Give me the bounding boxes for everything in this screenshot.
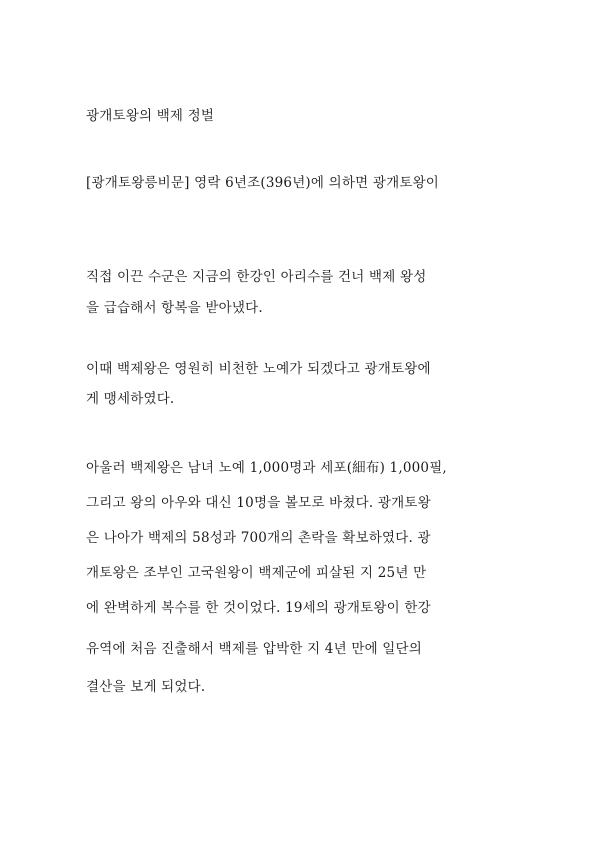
paragraph-3-line-2: 그리고 왕의 아우와 대신 10명을 볼모로 바쳤다. 광개토왕 <box>86 495 431 511</box>
paragraph-3-line-6: 유역에 처음 진출해서 백제를 압박한 지 4년 만에 일단의 <box>86 641 423 657</box>
paragraph-2-line-1: 이때 백제왕은 영원히 비천한 노예가 되겠다고 광개토왕에 <box>86 361 431 377</box>
paragraph-3-line-3: 은 나아가 백제의 58성과 700개의 촌락을 확보하였다. 광 <box>86 530 431 546</box>
paragraph-1-line-2: 을 급습해서 항복을 받아냈다. <box>86 300 263 316</box>
citation-line: [광개토왕릉비문] 영락 6년조(396년)에 의하면 광개토왕이 <box>86 175 440 191</box>
paragraph-3-line-1: 아울러 백제왕은 남녀 노예 1,000명과 세포(細布) 1,000필, <box>86 460 447 476</box>
paragraph-3-line-4: 개토왕은 조부인 고국원왕이 백제군에 피살된 지 25년 만 <box>86 565 427 581</box>
paragraph-3-line-7: 결산을 보게 되었다. <box>86 679 206 695</box>
paragraph-3-line-5: 에 완벽하게 복수를 한 것이었다. 19세의 광개토왕이 한강 <box>86 600 431 616</box>
document-title: 광개토왕의 백제 정벌 <box>86 108 215 124</box>
paragraph-2-line-2: 게 맹세하였다. <box>86 391 175 407</box>
paragraph-1-line-1: 직접 이끈 수군은 지금의 한강인 아리수를 건너 백제 왕성 <box>86 269 427 285</box>
